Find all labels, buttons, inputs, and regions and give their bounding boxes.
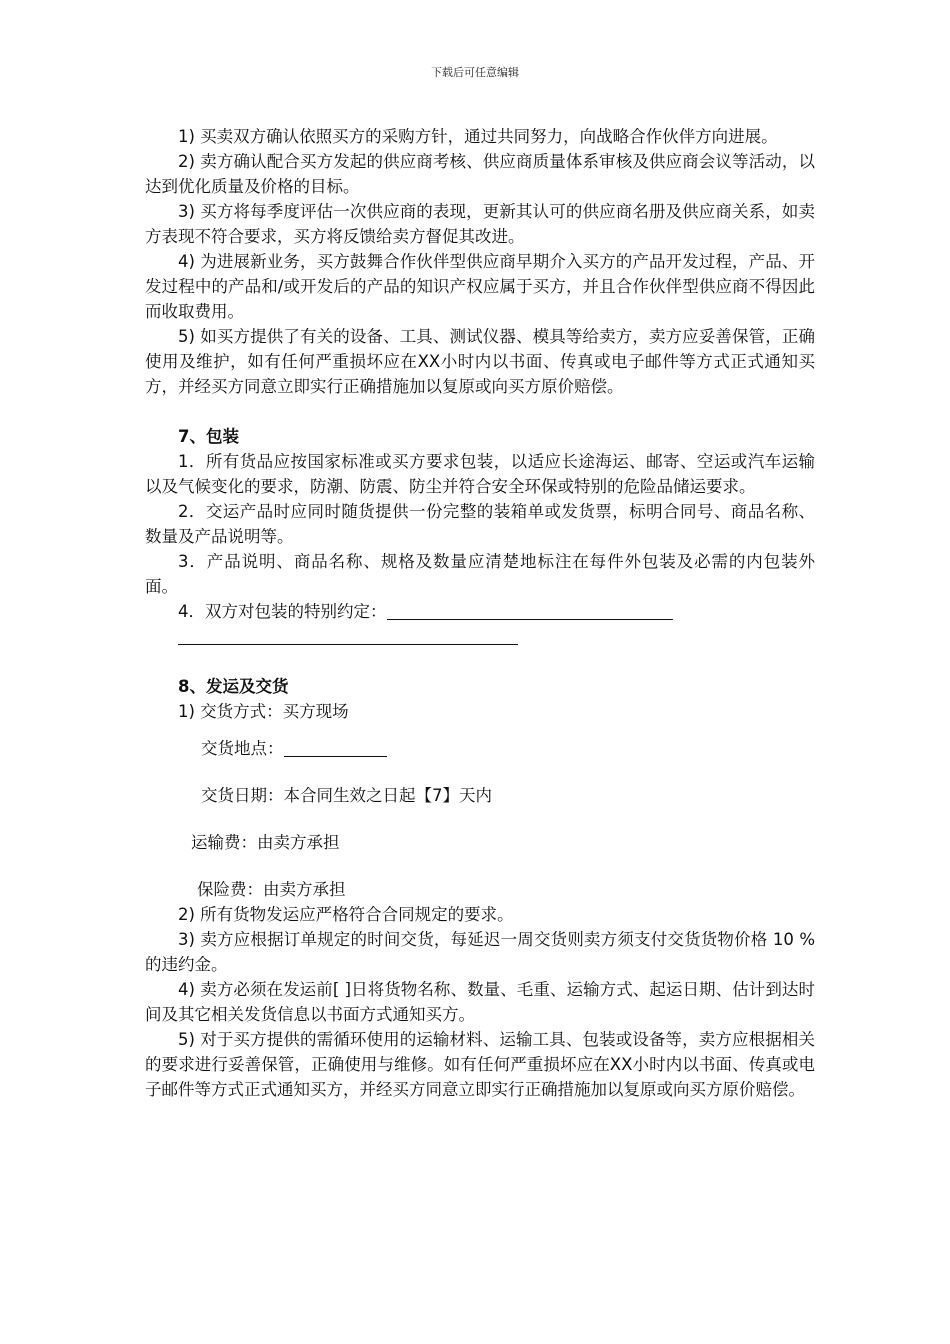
clause-7-2: 2．交运产品时应同时随货提供一份完整的装箱单或发货票，标明合同号、商品名称、数量及产品说明等。 bbox=[145, 502, 815, 546]
page-header-note: 下载后可任意编辑 bbox=[431, 66, 519, 79]
delivery-date: 交货日期：本合同生效之日起【7】天内 bbox=[201, 786, 492, 805]
special-agreement-blank-line2 bbox=[178, 626, 518, 645]
clause-8-3: 3) 卖方应根据订单规定的时间交货，每延迟一周交货则卖方须支付交货货物价格 10 %的违约金。 bbox=[145, 930, 815, 974]
clause-8-4: 4) 卖方必须在发运前[ ]日将货物名称、数量、毛重、运输方式、起运日期、估计到达时间及其它相关发货信息以书面方式通知买方。 bbox=[145, 980, 815, 1024]
section-8-title: 8、发运及交货 bbox=[178, 677, 289, 696]
clause-7-4 bbox=[145, 599, 815, 624]
delivery-place-label: 交货地点： bbox=[201, 739, 284, 758]
clause-7-4-label: 4．双方对包装的特别约定： bbox=[178, 602, 387, 621]
clause-7-3: 3．产品说明、商品名称、规格及数量应清楚地标注在每件外包装及必需的内包装外面。 bbox=[145, 552, 815, 596]
delivery-place bbox=[145, 736, 815, 761]
delivery-place-blank bbox=[284, 738, 387, 757]
section-7-title: 7、包装 bbox=[178, 427, 239, 446]
document-body bbox=[145, 124, 815, 1102]
freight: 运输费：由卖方承担 bbox=[191, 833, 340, 852]
clause-6-2: 2) 卖方确认配合买方发起的供应商考核、供应商质量体系审核及供应商会议等活动，以达到优化质量及价格的目标。 bbox=[145, 152, 815, 196]
delivery-method: 1) 交货方式：买方现场 bbox=[178, 702, 349, 721]
clause-6-5: 5) 如买方提供了有关的设备、工具、测试仪器、模具等给卖方，卖方应妥善保管，正确使用及维护，如有任何严重损坏应在XX小时内以书面、传真或电子邮件等方式正式通知买方，并经买方同意立即实行正确措施加以复原或向买方原价赔偿。 bbox=[145, 327, 815, 396]
special-agreement-blank bbox=[387, 601, 673, 620]
clause-8-2: 2) 所有货物发运应严格符合合同规定的要求。 bbox=[178, 905, 514, 924]
insurance: 保险费：由卖方承担 bbox=[197, 880, 346, 899]
clause-6-3: 3) 买方将每季度评估一次供应商的表现，更新其认可的供应商名册及供应商关系，如卖方表现不符合要求，买方将反馈给卖方督促其改进。 bbox=[145, 202, 815, 246]
clause-6-1: 1) 买卖双方确认依照买方的采购方针，通过共同努力，向战略合作伙伴方向进展。 bbox=[178, 127, 778, 146]
clause-7-1: 1．所有货品应按国家标准或买方要求包装，以适应长途海运、邮寄、空运或汽车运输以及气候变化的要求，防潮、防震、防尘并符合安全环保或特别的危险品储运要求。 bbox=[145, 452, 815, 496]
clause-8-5: 5) 对于买方提供的需循环使用的运输材料、运输工具、包装或设备等，卖方应根据相关的要求进行妥善保管，正确使用与维修。如有任何严重损坏应在XX小时内以书面、传真或电子邮件等方式正式通知买方，并经买方同意立即实行正确措施加以复原或向买方原价赔偿。 bbox=[145, 1030, 815, 1099]
clause-7-4-continuation bbox=[145, 624, 815, 649]
clause-6-4: 4) 为进展新业务，买方鼓舞合作伙伴型供应商早期介入买方的产品开发过程，产品、开发过程中的产品和/或开发后的产品的知识产权应属于买方，并且合作伙伴型供应商不得因此而收取费用。 bbox=[145, 252, 815, 321]
